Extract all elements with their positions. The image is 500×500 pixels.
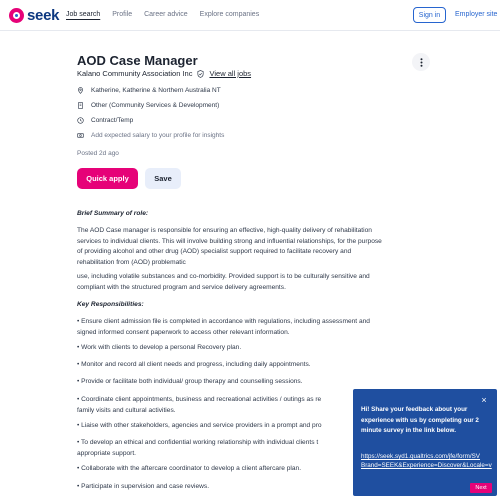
summary-line: compliant with the structured program and service delivery agreements. <box>77 283 286 291</box>
bullet-item <box>77 377 432 388</box>
survey-next-button[interactable]: Next <box>470 483 492 493</box>
view-all-jobs-link[interactable]: View all jobs <box>209 69 252 78</box>
summary-line: use, including volatile substances and co-morbidity. Provided support is to be culturally sensitive and <box>77 273 370 280</box>
seek-logo[interactable] <box>9 7 59 24</box>
quick-apply-button[interactable]: Quick apply <box>77 168 138 189</box>
bullet-line: • Participate in supervision and case reviews. <box>77 483 210 490</box>
job-category: Other (Community Services & Development) <box>91 102 220 109</box>
seek-logo-icon <box>9 8 24 23</box>
more-vertical-icon <box>420 58 423 67</box>
summary-heading: Brief Summary of role: <box>77 210 149 217</box>
close-icon[interactable]: × <box>481 395 487 405</box>
company-name[interactable]: Kalano Community Association Inc <box>77 69 193 78</box>
bullet-line: • Coordinate client appointments, business and recreational activities / outings as re <box>77 396 322 403</box>
feedback-survey-popup <box>353 389 497 496</box>
location-pin-icon <box>77 87 84 94</box>
bullet-line: • Provide or facilitate both individual/ group therapy and counselling sessions. <box>77 378 303 385</box>
bullet-line: • Liaise with other stakeholders, agencies and service providers in a prompt and pro <box>77 422 322 429</box>
summary-paragraph-1 <box>77 226 432 268</box>
building-icon <box>77 102 84 109</box>
salary-row <box>77 132 224 139</box>
company-row <box>77 69 251 78</box>
top-header <box>0 0 500 31</box>
clock-icon <box>77 117 84 124</box>
bullet-item <box>77 343 432 354</box>
bullet-line: • Monitor and record all client needs and progress, including daily appointments. <box>77 361 311 368</box>
survey-message: Hi! Share your feedback about your experience with us by completing our 2 minute survey in the link below. <box>361 406 479 435</box>
nav-job-search[interactable]: Job search <box>66 11 101 18</box>
bullet-line: family visits and cultural activities. <box>77 406 176 414</box>
bullet-item <box>77 317 432 338</box>
bullet-item <box>77 360 432 371</box>
save-button[interactable]: Save <box>145 168 181 189</box>
salary-insights-link[interactable]: Add expected salary to your profile for insights <box>91 132 225 139</box>
nav-profile[interactable]: Profile <box>112 11 133 18</box>
location-row <box>77 87 221 94</box>
nav-explore-companies[interactable]: Explore companies <box>199 11 260 18</box>
bullet-line: • Collaborate with the aftercare coordinator to develop a client aftercare plan. <box>77 465 302 472</box>
survey-link[interactable] <box>361 452 495 470</box>
nav-career-advice[interactable]: Career advice <box>144 11 188 18</box>
logo-text: seek <box>27 7 60 24</box>
survey-link-line[interactable]: Brand=SEEK&Experience=Discover&Locale=v <box>361 462 492 469</box>
bullet-line: • To develop an ethical and confidential working relationship with individual clients t <box>77 439 319 446</box>
employer-site-link[interactable]: Employer site <box>455 11 498 18</box>
responsibilities-heading: Key Responsibilities: <box>77 301 144 308</box>
job-location: Katherine, Katherine & Northern Australia NT <box>91 87 221 94</box>
money-icon <box>77 132 84 139</box>
summary-line: services to individual clients. This will involve building strong and influential relationships, for the purpose <box>77 237 382 245</box>
bullet-line: • Work with clients to develop a personal Recovery plan. <box>77 344 242 351</box>
bullet-line: appropriate support. <box>77 449 137 457</box>
verified-shield-icon <box>197 70 204 78</box>
summary-line: rehabilitation from (AOD) problematic <box>77 258 186 266</box>
more-options-button[interactable] <box>412 53 430 71</box>
summary-line: The AOD Case manager is responsible for ensuring an effective, high-quality delivery of rehabilitation <box>77 227 372 234</box>
posted-date: Posted 2d ago <box>77 150 119 157</box>
summary-paragraph-2 <box>77 272 432 293</box>
job-title: AOD Case Manager <box>77 53 198 68</box>
work-type: Contract/Temp <box>91 117 134 124</box>
bullet-line: • Ensure client admission file is completed in accordance with regulations, including assessment and <box>77 318 370 325</box>
sign-in-button[interactable]: Sign in <box>413 7 446 23</box>
main-nav <box>66 11 259 18</box>
work-type-row <box>77 117 133 124</box>
survey-link-line[interactable]: https://seek.syd1.qualtrics.com/jfe/form/SV <box>361 453 480 460</box>
bullet-line: signed informed consent paperwork to access other relevant information. <box>77 328 290 336</box>
category-row <box>77 102 219 109</box>
summary-line: of providing alcohol and other drug (AOD) specialist support required to facilitate recovery and <box>77 248 352 256</box>
